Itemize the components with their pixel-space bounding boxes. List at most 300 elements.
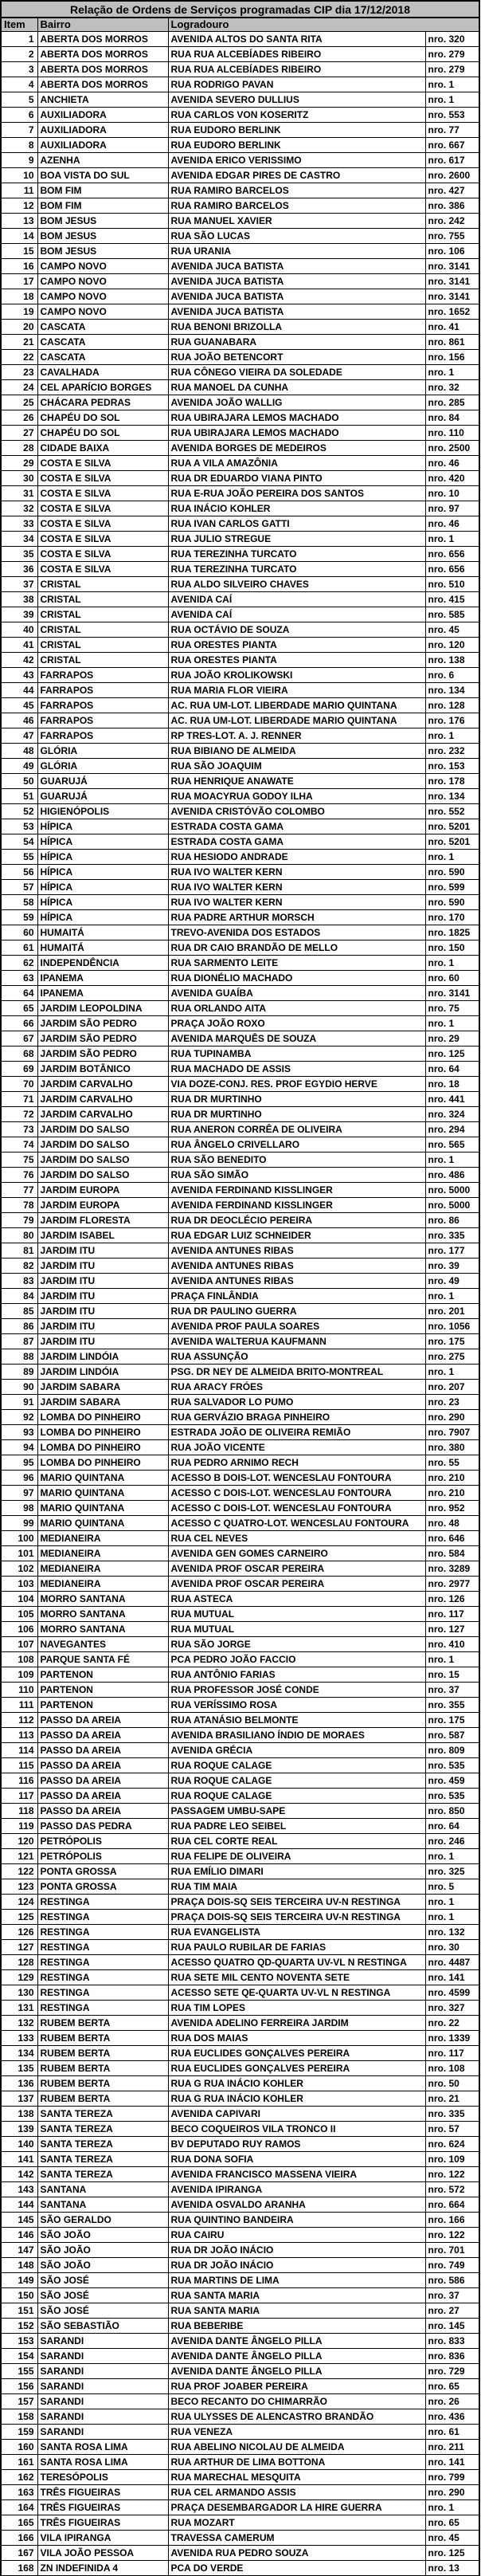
cell-nro: nro. 3141 bbox=[425, 289, 479, 304]
cell-logradouro: RUA FELIPE DE OLIVEIRA bbox=[168, 1848, 425, 1863]
cell-bairro: CAMPO NOVO bbox=[37, 258, 168, 273]
table-row bbox=[1, 1742, 479, 1757]
cell-logradouro: RUA UBIRAJARA LEMOS MACHADO bbox=[168, 425, 425, 440]
cell-bairro: SARANDI bbox=[37, 2348, 168, 2363]
table-row bbox=[1, 1727, 479, 1742]
table-row bbox=[1, 1303, 479, 1318]
cell-logradouro: RUA DR JOÃO INÁCIO bbox=[168, 2257, 425, 2272]
cell-nro: nro. 156 bbox=[425, 349, 479, 364]
cell-bairro: IPANEMA bbox=[37, 985, 168, 1000]
cell-bairro: RUBEM BERTA bbox=[37, 2060, 168, 2075]
cell-nro: nro. 153 bbox=[425, 758, 479, 773]
cell-item: 102 bbox=[1, 1561, 37, 1576]
cell-logradouro: RUA EMÍLIO DIMARI bbox=[168, 1863, 425, 1879]
table-header-row bbox=[1, 18, 479, 31]
cell-item: 25 bbox=[1, 395, 37, 410]
cell-bairro: SANTA TEREZA bbox=[37, 2121, 168, 2136]
cell-bairro: SÃO JOSÉ bbox=[37, 2303, 168, 2318]
cell-logradouro: RUA MOACYRUA GODOY ILHA bbox=[168, 788, 425, 803]
cell-item: 106 bbox=[1, 1621, 37, 1636]
cell-item: 55 bbox=[1, 849, 37, 864]
cell-bairro: ABERTA DOS MORROS bbox=[37, 61, 168, 77]
cell-nro: nro. 60 bbox=[425, 970, 479, 985]
cell-item: 54 bbox=[1, 834, 37, 849]
cell-item: 11 bbox=[1, 183, 37, 198]
cell-item: 29 bbox=[1, 455, 37, 470]
table-row bbox=[1, 2287, 479, 2303]
cell-logradouro: AVENIDA OSVALDO ARANHA bbox=[168, 2197, 425, 2212]
cell-bairro: HÍPICA bbox=[37, 894, 168, 909]
cell-bairro: PASSO DA AREIA bbox=[37, 1773, 168, 1788]
cell-logradouro: RUA RODRIGO PAVAN bbox=[168, 77, 425, 92]
table-row bbox=[1, 2181, 479, 2197]
cell-nro: nro. 150 bbox=[425, 940, 479, 955]
table-row bbox=[1, 2151, 479, 2166]
table-row bbox=[1, 1182, 479, 1197]
cell-item: 44 bbox=[1, 682, 37, 697]
cell-bairro: CRISTAL bbox=[37, 637, 168, 652]
table-row bbox=[1, 531, 479, 546]
cell-item: 31 bbox=[1, 485, 37, 501]
cell-bairro: AZENHA bbox=[37, 152, 168, 167]
cell-item: 14 bbox=[1, 228, 37, 243]
cell-item: 101 bbox=[1, 1545, 37, 1561]
cell-bairro: LOMBA DO PINHEIRO bbox=[37, 1424, 168, 1439]
cell-bairro: JARDIM SÃO PEDRO bbox=[37, 1046, 168, 1061]
cell-bairro: RESTINGA bbox=[37, 1924, 168, 1939]
table-row bbox=[1, 183, 479, 198]
cell-bairro: JARDIM SABARA bbox=[37, 1394, 168, 1409]
table-row bbox=[1, 1697, 479, 1712]
table-row bbox=[1, 1924, 479, 1939]
cell-logradouro: AC. RUA UM-LOT. LIBERDADE MARIO QUINTANA bbox=[168, 713, 425, 728]
cell-item: 164 bbox=[1, 2499, 37, 2515]
table-row bbox=[1, 349, 479, 364]
cell-bairro: MORRO SANTANA bbox=[37, 1591, 168, 1606]
cell-nro: nro. 275 bbox=[425, 1349, 479, 1364]
cell-nro: nro. 242 bbox=[425, 213, 479, 228]
cell-bairro: JARDIM LINDÓIA bbox=[37, 1364, 168, 1379]
cell-item: 63 bbox=[1, 970, 37, 985]
table-row bbox=[1, 1227, 479, 1243]
cell-bairro: HÍPICA bbox=[37, 819, 168, 834]
cell-nro: nro. 5201 bbox=[425, 819, 479, 834]
table-row bbox=[1, 1515, 479, 1530]
cell-item: 128 bbox=[1, 1954, 37, 1969]
cell-item: 159 bbox=[1, 2424, 37, 2439]
cell-item: 108 bbox=[1, 1651, 37, 1667]
table-row bbox=[1, 1500, 479, 1515]
cell-nro: nro. 617 bbox=[425, 152, 479, 167]
cell-logradouro: ACESSO C DOIS-LOT. WENCESLAU FONTOURA bbox=[168, 1485, 425, 1500]
table-row bbox=[1, 1197, 479, 1212]
cell-nro: nro. 175 bbox=[425, 1333, 479, 1349]
table-row bbox=[1, 803, 479, 819]
table-row bbox=[1, 622, 479, 637]
cell-nro: nro. 586 bbox=[425, 2272, 479, 2287]
cell-nro: nro. 122 bbox=[425, 2166, 479, 2181]
table-row bbox=[1, 819, 479, 834]
table-row bbox=[1, 2409, 479, 2424]
cell-nro: nro. 5 bbox=[425, 1879, 479, 1894]
table-row bbox=[1, 925, 479, 940]
cell-bairro: SANTANA bbox=[37, 2197, 168, 2212]
table-row bbox=[1, 1545, 479, 1561]
cell-bairro: CRISTAL bbox=[37, 622, 168, 637]
cell-item: 114 bbox=[1, 1742, 37, 1757]
cell-logradouro: RUA MARTINS DE LIMA bbox=[168, 2272, 425, 2287]
table-row bbox=[1, 1682, 479, 1697]
table-row bbox=[1, 2393, 479, 2409]
cell-item: 34 bbox=[1, 531, 37, 546]
table-row bbox=[1, 652, 479, 667]
cell-bairro: SANTA ROSA LIMA bbox=[37, 2439, 168, 2454]
cell-bairro: BOM FIM bbox=[37, 183, 168, 198]
table-row bbox=[1, 516, 479, 531]
column-header-bairro: Bairro bbox=[37, 18, 168, 31]
cell-bairro: MEDIANEIRA bbox=[37, 1576, 168, 1591]
cell-bairro: TRÊS FIGUEIRAS bbox=[37, 2515, 168, 2530]
table-row bbox=[1, 1318, 479, 1333]
cell-item: 143 bbox=[1, 2181, 37, 2197]
cell-nro: nro. 77 bbox=[425, 122, 479, 137]
table-row bbox=[1, 137, 479, 152]
cell-logradouro: AVENIDA FERDINAND KISSLINGER bbox=[168, 1182, 425, 1197]
cell-logradouro: AVENIDA JUCA BATISTA bbox=[168, 258, 425, 273]
cell-nro: nro. 664 bbox=[425, 2197, 479, 2212]
cell-bairro: BOM FIM bbox=[37, 198, 168, 213]
cell-item: 165 bbox=[1, 2515, 37, 2530]
cell-logradouro: RUA ASTECA bbox=[168, 1591, 425, 1606]
cell-nro: nro. 64 bbox=[425, 1061, 479, 1076]
cell-bairro: JARDIM EUROPA bbox=[37, 1182, 168, 1197]
cell-item: 40 bbox=[1, 622, 37, 637]
table-row bbox=[1, 501, 479, 516]
cell-bairro: TERESÓPOLIS bbox=[37, 2469, 168, 2484]
cell-logradouro: AVENIDA WALTERUA KAUFMANN bbox=[168, 1333, 425, 1349]
cell-nro: nro. 86 bbox=[425, 1212, 479, 1227]
cell-item: 10 bbox=[1, 167, 37, 183]
cell-item: 166 bbox=[1, 2530, 37, 2545]
table-row bbox=[1, 304, 479, 319]
cell-nro: nro. 176 bbox=[425, 713, 479, 728]
cell-logradouro: RUA E-RUA JOÃO PEREIRA DOS SANTOS bbox=[168, 485, 425, 501]
cell-bairro: COSTA E SILVA bbox=[37, 531, 168, 546]
cell-logradouro: RUA DR DEOCLÉCIO PEREIRA bbox=[168, 1212, 425, 1227]
cell-item: 78 bbox=[1, 1197, 37, 1212]
cell-nro: nro. 1 bbox=[425, 531, 479, 546]
cell-bairro: VILA JOÃO PESSOA bbox=[37, 2545, 168, 2560]
cell-bairro: RUBEM BERTA bbox=[37, 2075, 168, 2091]
cell-nro: nro. 809 bbox=[425, 1742, 479, 1757]
cell-logradouro: RUA DR MURTINHO bbox=[168, 1106, 425, 1121]
cell-item: 82 bbox=[1, 1258, 37, 1273]
cell-nro: nro. 3141 bbox=[425, 273, 479, 289]
cell-nro: nro. 585 bbox=[425, 607, 479, 622]
cell-nro: nro. 22 bbox=[425, 2015, 479, 2030]
cell-logradouro: RUA EUCLIDES GONÇALVES PEREIRA bbox=[168, 2060, 425, 2075]
cell-logradouro: RUA ROQUE CALAGE bbox=[168, 1788, 425, 1803]
cell-logradouro: AVENIDA RUA PEDRO SOUZA bbox=[168, 2545, 425, 2560]
cell-nro: nro. 836 bbox=[425, 2348, 479, 2363]
table-row bbox=[1, 955, 479, 970]
cell-bairro: HIGIENÓPOLIS bbox=[37, 803, 168, 819]
table-row bbox=[1, 1409, 479, 1424]
cell-nro: nro. 1 bbox=[425, 1909, 479, 1924]
cell-logradouro: RUA ALDO SILVEIRO CHAVES bbox=[168, 576, 425, 591]
cell-item: 59 bbox=[1, 909, 37, 925]
cell-item: 147 bbox=[1, 2242, 37, 2257]
cell-item: 168 bbox=[1, 2560, 37, 2575]
cell-logradouro: ACESSO SETE QE-QUARTA UV-VL N RESTINGA bbox=[168, 1985, 425, 2000]
cell-logradouro: AVENIDA BRASILIANO ÍNDIO DE MORAES bbox=[168, 1727, 425, 1742]
cell-nro: nro. 572 bbox=[425, 2181, 479, 2197]
cell-logradouro: RUA MACHADO DE ASSIS bbox=[168, 1061, 425, 1076]
cell-nro: nro. 850 bbox=[425, 1803, 479, 1818]
cell-bairro: AUXILIADORA bbox=[37, 137, 168, 152]
cell-nro: nro. 49 bbox=[425, 1273, 479, 1288]
cell-item: 133 bbox=[1, 2030, 37, 2045]
cell-item: 2 bbox=[1, 46, 37, 61]
table-row bbox=[1, 1757, 479, 1773]
cell-logradouro: RUA BEBERIBE bbox=[168, 2318, 425, 2333]
table-row bbox=[1, 2227, 479, 2242]
cell-bairro: CAVALHADA bbox=[37, 364, 168, 379]
cell-item: 13 bbox=[1, 213, 37, 228]
table-row bbox=[1, 1712, 479, 1727]
table-row bbox=[1, 395, 479, 410]
cell-bairro: INDEPENDÊNCIA bbox=[37, 955, 168, 970]
cell-nro: nro. 122 bbox=[425, 2227, 479, 2242]
cell-item: 88 bbox=[1, 1349, 37, 1364]
cell-nro: nro. 97 bbox=[425, 501, 479, 516]
table-row bbox=[1, 1167, 479, 1182]
cell-nro: nro. 1 bbox=[425, 728, 479, 743]
cell-item: 135 bbox=[1, 2060, 37, 2075]
cell-logradouro: RUA IVO WALTER KERN bbox=[168, 894, 425, 909]
cell-logradouro: RUA RUA ALCEBÍADES RIBEIRO bbox=[168, 46, 425, 61]
cell-item: 112 bbox=[1, 1712, 37, 1727]
table-row bbox=[1, 834, 479, 849]
cell-item: 64 bbox=[1, 985, 37, 1000]
cell-item: 110 bbox=[1, 1682, 37, 1697]
cell-logradouro: RUA SÃO LUCAS bbox=[168, 228, 425, 243]
cell-nro: nro. 5000 bbox=[425, 1197, 479, 1212]
cell-logradouro: RUA SARMENTO LEITE bbox=[168, 955, 425, 970]
cell-logradouro: RUA ULYSSES DE ALENCASTRO BRANDÃO bbox=[168, 2409, 425, 2424]
table-row bbox=[1, 425, 479, 440]
table-row bbox=[1, 1394, 479, 1409]
table-row bbox=[1, 1969, 479, 1985]
table-row bbox=[1, 2091, 479, 2106]
cell-logradouro: RUA SETE MIL CENTO NOVENTA SETE bbox=[168, 1969, 425, 1985]
table-row bbox=[1, 1606, 479, 1621]
cell-logradouro: AVENIDA GRÉCIA bbox=[168, 1742, 425, 1757]
cell-logradouro: RP TRES-LOT. A. J. RENNER bbox=[168, 728, 425, 743]
table-row bbox=[1, 2363, 479, 2378]
table-row bbox=[1, 213, 479, 228]
cell-bairro: MORRO SANTANA bbox=[37, 1621, 168, 1636]
cell-bairro: CHÁCARA PEDRAS bbox=[37, 395, 168, 410]
cell-item: 137 bbox=[1, 2091, 37, 2106]
cell-bairro: JARDIM ITU bbox=[37, 1243, 168, 1258]
table-row bbox=[1, 122, 479, 137]
cell-logradouro: RUA GUANABARA bbox=[168, 334, 425, 349]
cell-logradouro: ACESSO QUATRO QD-QUARTA UV-VL N RESTINGA bbox=[168, 1954, 425, 1969]
cell-bairro: COSTA E SILVA bbox=[37, 501, 168, 516]
cell-logradouro: AVENIDA GEN GOMES CARNEIRO bbox=[168, 1545, 425, 1561]
cell-bairro: SANTA TEREZA bbox=[37, 2166, 168, 2181]
table-row bbox=[1, 1031, 479, 1046]
table-row bbox=[1, 2197, 479, 2212]
cell-item: 85 bbox=[1, 1303, 37, 1318]
cell-nro: nro. 861 bbox=[425, 334, 479, 349]
table-row bbox=[1, 1046, 479, 1061]
cell-nro: nro. 1 bbox=[425, 1364, 479, 1379]
cell-nro: nro. 667 bbox=[425, 137, 479, 152]
cell-nro: nro. 210 bbox=[425, 1485, 479, 1500]
cell-bairro: JARDIM CARVALHO bbox=[37, 1091, 168, 1106]
cell-nro: nro. 117 bbox=[425, 2045, 479, 2060]
table-title-row bbox=[1, 1, 479, 18]
cell-logradouro: RUA ROQUE CALAGE bbox=[168, 1757, 425, 1773]
cell-bairro: CIDADE BAIXA bbox=[37, 440, 168, 455]
cell-item: 145 bbox=[1, 2212, 37, 2227]
cell-logradouro: RUA ANERON CORRÊA DE OLIVEIRA bbox=[168, 1121, 425, 1137]
table-row bbox=[1, 728, 479, 743]
cell-nro: nro. 246 bbox=[425, 1833, 479, 1848]
cell-nro: nro. 510 bbox=[425, 576, 479, 591]
cell-nro: nro. 1 bbox=[425, 1152, 479, 1167]
cell-nro: nro. 1 bbox=[425, 364, 479, 379]
cell-nro: nro. 952 bbox=[425, 1500, 479, 1515]
cell-nro: nro. 134 bbox=[425, 788, 479, 803]
cell-item: 100 bbox=[1, 1530, 37, 1545]
cell-logradouro: RUA MOZART bbox=[168, 2515, 425, 2530]
table-row bbox=[1, 1258, 479, 1273]
cell-logradouro: RUA IVO WALTER KERN bbox=[168, 864, 425, 879]
cell-bairro: JARDIM LEOPOLDINA bbox=[37, 1000, 168, 1015]
cell-logradouro: RUA DR JOÃO INÁCIO bbox=[168, 2242, 425, 2257]
cell-item: 4 bbox=[1, 77, 37, 92]
cell-logradouro: RUA EUCLIDES GONÇALVES PEREIRA bbox=[168, 2045, 425, 2060]
cell-logradouro: RUA TEREZINHA TURCATO bbox=[168, 561, 425, 576]
cell-item: 157 bbox=[1, 2393, 37, 2409]
cell-logradouro: RUA MUTUAL bbox=[168, 1621, 425, 1636]
cell-bairro: MARIO QUINTANA bbox=[37, 1515, 168, 1530]
cell-bairro: MORRO SANTANA bbox=[37, 1606, 168, 1621]
cell-bairro: PETRÓPOLIS bbox=[37, 1833, 168, 1848]
table-row bbox=[1, 1863, 479, 1879]
cell-item: 162 bbox=[1, 2469, 37, 2484]
cell-logradouro: ESTRADA COSTA GAMA bbox=[168, 819, 425, 834]
cell-bairro: ABERTA DOS MORROS bbox=[37, 31, 168, 46]
cell-nro: nro. 32 bbox=[425, 379, 479, 395]
cell-item: 53 bbox=[1, 819, 37, 834]
cell-logradouro: RUA BIBIANO DE ALMEIDA bbox=[168, 743, 425, 758]
cell-logradouro: RUA ORESTES PIANTA bbox=[168, 652, 425, 667]
cell-item: 39 bbox=[1, 607, 37, 622]
cell-item: 76 bbox=[1, 1167, 37, 1182]
table-row bbox=[1, 31, 479, 46]
cell-bairro: PASSO DA AREIA bbox=[37, 1803, 168, 1818]
table-row bbox=[1, 2136, 479, 2151]
cell-nro: nro. 141 bbox=[425, 2454, 479, 2469]
cell-nro: nro. 1825 bbox=[425, 925, 479, 940]
cell-nro: nro. 1 bbox=[425, 1651, 479, 1667]
cell-nro: nro. 128 bbox=[425, 697, 479, 713]
cell-nro: nro. 145 bbox=[425, 2318, 479, 2333]
table-row bbox=[1, 1833, 479, 1848]
table-row bbox=[1, 273, 479, 289]
cell-nro: nro. 1652 bbox=[425, 304, 479, 319]
cell-logradouro: AVENIDA SEVERO DULLIUS bbox=[168, 92, 425, 107]
table-row bbox=[1, 909, 479, 925]
cell-logradouro: RUA CARLOS VON KOSERITZ bbox=[168, 107, 425, 122]
cell-bairro: SÃO JOÃO bbox=[37, 2227, 168, 2242]
cell-item: 127 bbox=[1, 1939, 37, 1954]
cell-nro: nro. 294 bbox=[425, 1121, 479, 1137]
cell-item: 27 bbox=[1, 425, 37, 440]
table-row bbox=[1, 1530, 479, 1545]
table-row bbox=[1, 198, 479, 213]
cell-logradouro: BV DEPUTADO RUY RAMOS bbox=[168, 2136, 425, 2151]
cell-bairro: CHAPÉU DO SOL bbox=[37, 410, 168, 425]
cell-logradouro: AVENIDA ANTUNES RIBAS bbox=[168, 1243, 425, 1258]
cell-bairro: CRISTAL bbox=[37, 607, 168, 622]
cell-nro: nro. 1339 bbox=[425, 2030, 479, 2045]
cell-bairro: LOMBA DO PINHEIRO bbox=[37, 1439, 168, 1455]
cell-nro: nro. 535 bbox=[425, 1757, 479, 1773]
table-row bbox=[1, 2015, 479, 2030]
cell-bairro: CAMPO NOVO bbox=[37, 273, 168, 289]
table-row bbox=[1, 1818, 479, 1833]
cell-item: 117 bbox=[1, 1788, 37, 1803]
cell-item: 84 bbox=[1, 1288, 37, 1303]
cell-bairro: RESTINGA bbox=[37, 2000, 168, 2015]
cell-item: 46 bbox=[1, 713, 37, 728]
cell-nro: nro. 75 bbox=[425, 1000, 479, 1015]
table-body bbox=[1, 31, 479, 2576]
cell-nro: nro. 656 bbox=[425, 546, 479, 561]
table-row bbox=[1, 1212, 479, 1227]
cell-logradouro: RUA IVAN CARLOS GATTI bbox=[168, 516, 425, 531]
cell-item: 116 bbox=[1, 1773, 37, 1788]
cell-nro: nro. 232 bbox=[425, 743, 479, 758]
column-header-logradouro: Logradouro bbox=[168, 18, 479, 31]
table-row bbox=[1, 2530, 479, 2545]
cell-item: 32 bbox=[1, 501, 37, 516]
table-row bbox=[1, 2212, 479, 2227]
cell-nro: nro. 427 bbox=[425, 183, 479, 198]
table-row bbox=[1, 546, 479, 561]
cell-nro: nro. 441 bbox=[425, 1091, 479, 1106]
cell-logradouro: AVENIDA CAÍ bbox=[168, 607, 425, 622]
cell-bairro: CRISTAL bbox=[37, 576, 168, 591]
table-row bbox=[1, 2121, 479, 2136]
cell-bairro: MEDIANEIRA bbox=[37, 1561, 168, 1576]
cell-item: 72 bbox=[1, 1106, 37, 1121]
cell-nro: nro. 138 bbox=[425, 652, 479, 667]
cell-logradouro: RUA CAIRU bbox=[168, 2227, 425, 2242]
cell-bairro: COSTA E SILVA bbox=[37, 561, 168, 576]
table-row bbox=[1, 758, 479, 773]
cell-item: 51 bbox=[1, 788, 37, 803]
cell-nro: nro. 799 bbox=[425, 2469, 479, 2484]
cell-logradouro: RUA ANTÔNIO FARIAS bbox=[168, 1667, 425, 1682]
cell-bairro: SANTANA bbox=[37, 2181, 168, 2197]
cell-logradouro: AVENIDA DANTE ÂNGELO PILLA bbox=[168, 2363, 425, 2378]
